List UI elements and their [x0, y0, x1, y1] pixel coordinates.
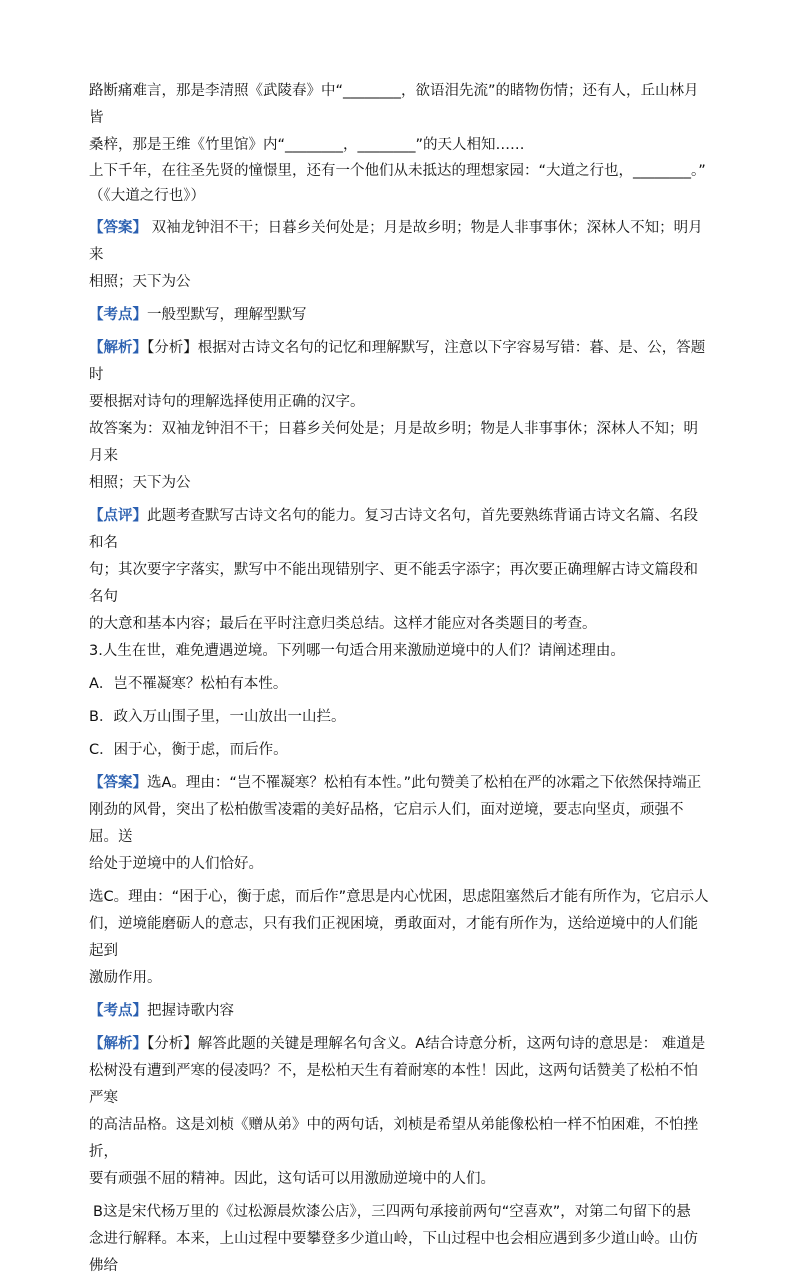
text-line [89, 1199, 709, 1226]
text-line [89, 302, 709, 329]
section-tag: 【答案】 [89, 220, 147, 236]
line-text: 句；其次要字字落实，默写中不能出现错别字、更不能丢字添字；再次要正确理解古诗文篇段和名句 [89, 562, 698, 605]
line-text: 【分析】解答此题的关键是理解名句含义。A结合诗意分析，这两句诗的意思是： 难道是 [147, 1036, 706, 1052]
text-line [89, 770, 709, 797]
text-line [89, 132, 709, 159]
line-text: 刚劲的风骨，突出了松柏傲雪凌霜的美好品格，它启示人们，面对逆境，要志向坚贞，顽强不屈。送 [89, 802, 684, 845]
text-line [89, 884, 709, 911]
text-line [89, 1058, 709, 1112]
line-text: 把握诗歌内容 [147, 1003, 234, 1019]
line-text: 桑梓，那是王维《竹里馆》内“________，________”的天人相知…… [89, 137, 525, 153]
line-text: 的大意和基本内容；最后在平时注意归类总结。这样才能应对各类题目的考查。 [89, 616, 597, 632]
line-text: 路断痛难言，那是李清照《武陵春》中“________，欲语泪先流”的睹物伤情；还有人，丘山林月皆 [89, 83, 699, 126]
text-line [89, 638, 709, 665]
line-text: 双袖龙钟泪不干；日暮乡关何处是；月是故乡明；物是人非事事休；深林人不知；明月来 [89, 220, 703, 263]
line-text: 故答案为：双袖龙钟泪不干；日暮乡关何处是；月是故乡明；物是人非事事休；深林人不知；明月来 [89, 421, 698, 464]
line-text: 要根据对诗句的理解选择使用正确的汉字。 [89, 394, 365, 410]
text-line [89, 1031, 709, 1058]
text-line [89, 159, 709, 184]
line-text: 们，逆境能磨砺人的意志，只有我们正视困境，勇敢面对，才能有所作为，送给逆境中的人们能起到 [89, 916, 698, 959]
line-text: 此题考查默写古诗文名句的能力。复习古诗文名句，首先要熟练背诵古诗文名篇、名段和名 [89, 508, 698, 551]
line-text: 上下千年，在往圣先贤的憧憬里，还有一个他们从未抵达的理想家园：“大道之行也，________。” [89, 163, 706, 179]
text-line [89, 557, 709, 611]
line-text: B．政入万山围子里，一山放出一山拦。 [89, 709, 346, 725]
text-line [89, 470, 709, 497]
text-line [89, 998, 709, 1025]
line-text: 相照；天下为公 [89, 475, 191, 491]
text-line [89, 1112, 709, 1166]
text-line [89, 851, 709, 878]
text-line [89, 1226, 709, 1280]
text-line [89, 503, 709, 557]
text-line [89, 389, 709, 416]
text-line [89, 911, 709, 965]
line-text: 一般型默写，理解型默写 [147, 307, 307, 323]
section-tag: 【答案】 [89, 775, 147, 791]
text-line [89, 965, 709, 992]
text-line [89, 78, 709, 132]
line-text: 要有顽强不屈的精神。因此，这句话可以用激励逆境中的人们。 [89, 1171, 495, 1187]
section-tag: 【解析】 [89, 340, 147, 356]
line-text: 相照；天下为公 [89, 274, 191, 290]
line-text: 【分析】根据对古诗文名句的记忆和理解默写，注意以下字容易写错：暮、是、公，答题时 [89, 340, 706, 383]
section-tag: 【考点】 [89, 307, 147, 323]
text-line [89, 184, 709, 209]
text-line [89, 269, 709, 296]
text-line [89, 671, 709, 698]
line-text: A．岂不罹凝寒？松柏有本性。 [89, 676, 288, 692]
line-text: C．困于心，衡于虑，而后作。 [89, 742, 288, 758]
line-text: （《大道之行也》） [89, 188, 205, 204]
line-text: 3.人生在世，难免遭遇逆境。下列哪一句适合用来激励逆境中的人们？请阐述理由。 [89, 643, 625, 659]
text-line [89, 797, 709, 851]
text-line [89, 416, 709, 470]
text-line [89, 335, 709, 389]
line-text: 激励作用。 [89, 970, 162, 986]
document-body [89, 78, 709, 1280]
text-line [89, 215, 709, 269]
line-text: 选C。理由：“困于心，衡于虑，而后作”意思是内心忧困，思虑阻塞然后才能有所作为，它启示人 [89, 889, 709, 905]
line-text: 选A。理由：“岂不罹凝寒？松柏有本性。”此句赞美了松柏在严的冰霜之下依然保持端正 [147, 775, 702, 791]
text-line [89, 737, 709, 764]
section-tag: 【考点】 [89, 1003, 147, 1019]
line-text: 的高洁品格。这是刘桢《赠从弟》中的两句话，刘桢是希望从弟能像松柏一样不怕困难，不怕挫折， [89, 1117, 698, 1160]
section-tag: 【解析】 [89, 1036, 147, 1052]
line-text: 念进行解释。本来，上山过程中要攀登多少道山岭，下山过程中也会相应遇到多少道山岭。山仿佛给 [89, 1231, 698, 1274]
line-text: B这是宋代杨万里的《过松源晨炊漆公店》，三四两句承接前两句“空喜欢”，对第二句留下的悬 [93, 1204, 691, 1220]
section-tag: 【点评】 [89, 508, 147, 524]
text-line [89, 704, 709, 731]
text-line [89, 611, 709, 638]
text-line [89, 1166, 709, 1193]
line-text: 松树没有遭到严寒的侵凌吗？不，是松柏天生有着耐寒的本性！因此，这两句话赞美了松柏不怕严寒 [89, 1063, 698, 1106]
line-text: 给处于逆境中的人们恰好。 [89, 856, 263, 872]
